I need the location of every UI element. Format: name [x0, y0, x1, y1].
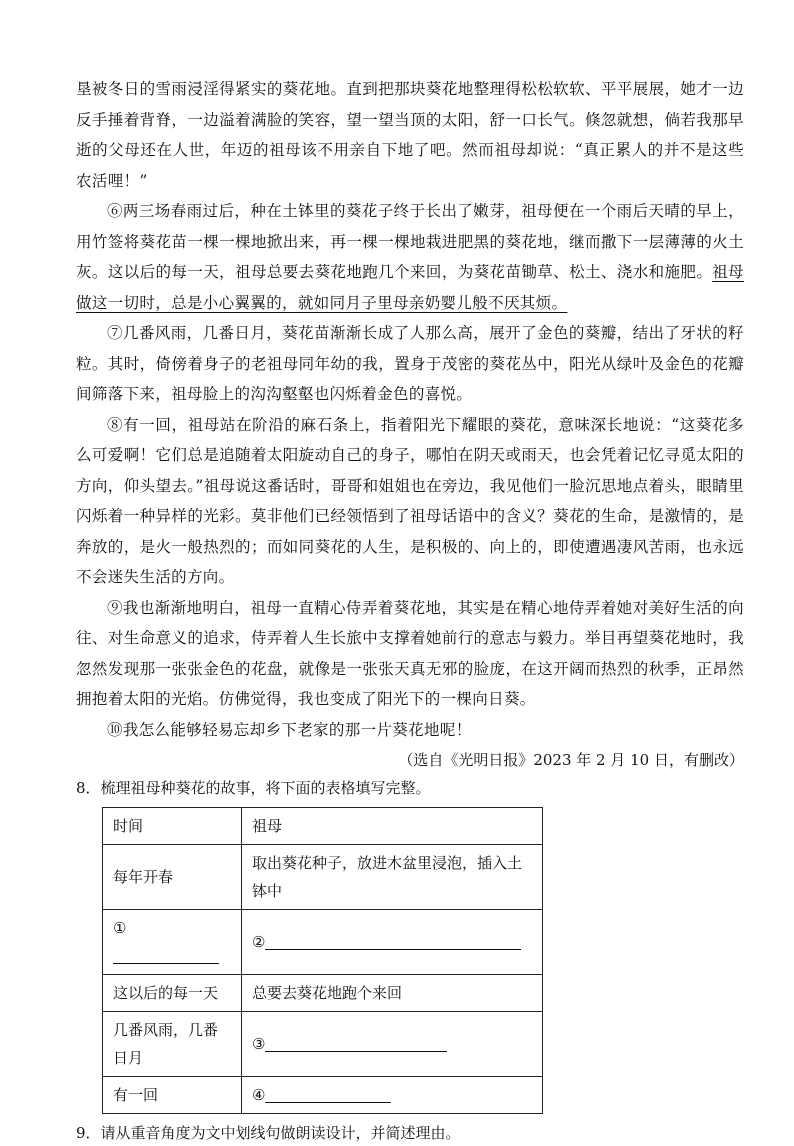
- passage-paragraph-9: ⑨我也渐渐地明白，祖母一直精心侍弄着葵花地，其实是在精心地侍弄着她对美好生活的向往、对生命意义的追求，侍弄着人生长旅中支撑着她前行的意志与毅力。举目再望葵花地时，我忽然发现那一张张金色的花盘，就像是一张张天真无邪的脸庞，在这开阔而热烈的秋季，正昂然拥抱着太阳的光焰。仿佛觉得，我也变成了阳光下的一棵向日葵。: [76, 598, 744, 708]
- time-cell: 每年开春: [103, 845, 242, 910]
- table-row: [103, 845, 543, 910]
- answer-blank-line[interactable]: [265, 1033, 447, 1052]
- underlined-sentence: 祖母做这一切时，总是小心翼翼的，就如同月子里母亲奶婴儿般不厌其烦。: [76, 263, 744, 312]
- table-row: [103, 1012, 543, 1077]
- question-9-prompt: 9．请从重音角度为文中划线句做朗读设计，并简述理由。: [76, 1124, 461, 1142]
- blank-cell-1[interactable]: [103, 910, 242, 975]
- table-header-row: [103, 808, 543, 845]
- story-table: [102, 807, 543, 1114]
- blank-number: ③: [252, 1035, 266, 1053]
- time-cell: 几番风雨，几番日月: [103, 1012, 242, 1077]
- blank-number: ②: [252, 933, 266, 951]
- table-row: [103, 1077, 543, 1114]
- blank-number: ④: [252, 1086, 266, 1104]
- passage-paragraph-10: ⑩我怎么能够轻易忘却乡下老家的那一片葵花地呢！: [107, 720, 472, 739]
- answer-blank-line[interactable]: [265, 931, 521, 950]
- question-8-prompt: 8．梳理祖母种葵花的故事，将下面的表格填写完整。: [76, 779, 431, 797]
- action-cell: 取出葵花种子，放进木盆里浸泡，插入土钵中: [242, 845, 543, 910]
- header-time: 时间: [103, 808, 242, 845]
- blank-cell-3[interactable]: [242, 1012, 543, 1077]
- answer-blank-line[interactable]: [265, 1084, 391, 1103]
- table-row: [103, 975, 543, 1012]
- passage-paragraph-8: ⑧有一回，祖母站在阶沿的麻石条上，指着阳光下耀眼的葵花，意味深长地说：“这葵花多么可爱啊！它们总是追随着太阳旋动自己的身子，哪怕在阴天或雨天，也会凭着记忆寻觅太阳的方向，仰头望去。”祖母说这番话时，哥哥和姐姐也在旁边，我见他们一脸沉思地点着头，眼睛里闪烁着一种异样的光彩。莫非他们已经领悟到了祖母话语中的含义？葵花的生命，是激情的，是奔放的，是火一般热烈的；而如同葵花的人生，是积极的、向上的，即使遭遇凄风苦雨，也永远不会迷失生活的方向。: [76, 415, 744, 586]
- paragraph-6-text: ⑥两三场春雨过后，种在土钵里的葵花子终于长出了嫩芽，祖母便在一个雨后天晴的早上，用竹签将葵花苗一棵一棵地掀出来，再一棵一棵地栽进肥黑的葵花地，继而撒下一层薄薄的火土灰。这以后的每一天，祖母总要去葵花地跑几个来回，为葵花苗锄草、松土、浇水和施肥。: [76, 202, 744, 281]
- blank-number: ①: [113, 919, 127, 937]
- blank-cell-2[interactable]: [242, 910, 543, 975]
- source-citation: （选自《光明日报》2023 年 2 月 10 日，有删改）: [398, 751, 744, 769]
- action-cell: 总要去葵花地跑个来回: [242, 975, 543, 1012]
- table-row: [103, 910, 543, 975]
- blank-cell-4[interactable]: [242, 1077, 543, 1114]
- time-cell: 有一回: [103, 1077, 242, 1114]
- exam-page: [76, 74, 744, 1146]
- time-cell: 这以后的每一天: [103, 975, 242, 1012]
- passage-paragraph-6: [76, 196, 744, 318]
- passage-paragraph-continued: 垦被冬日的雪雨浸淫得紧实的葵花地。直到把那块葵花地整理得松松软软、平平展展，她才一边反手捶着背脊，一边溢着满脸的笑容，望一望当顶的太阳，舒一口长气。倏忽就想，倘若我那早逝的父母还在人世，年迈的祖母该不用亲自下地了吧。然而祖母却说：“真正累人的并不是这些农活哩！”: [76, 80, 744, 190]
- passage-paragraph-7: ⑦几番风雨，几番日月，葵花苗渐渐长成了人那么高，展开了金色的葵瓣，结出了牙状的籽粒。其时，倚傍着身子的老祖母同年幼的我，置身于茂密的葵花丛中，阳光从绿叶及金色的花瓣间筛落下来，祖母脸上的沟沟壑壑也闪烁着金色的喜悦。: [76, 324, 744, 403]
- header-grandma: 祖母: [242, 808, 543, 845]
- answer-blank-line[interactable]: [113, 945, 219, 964]
